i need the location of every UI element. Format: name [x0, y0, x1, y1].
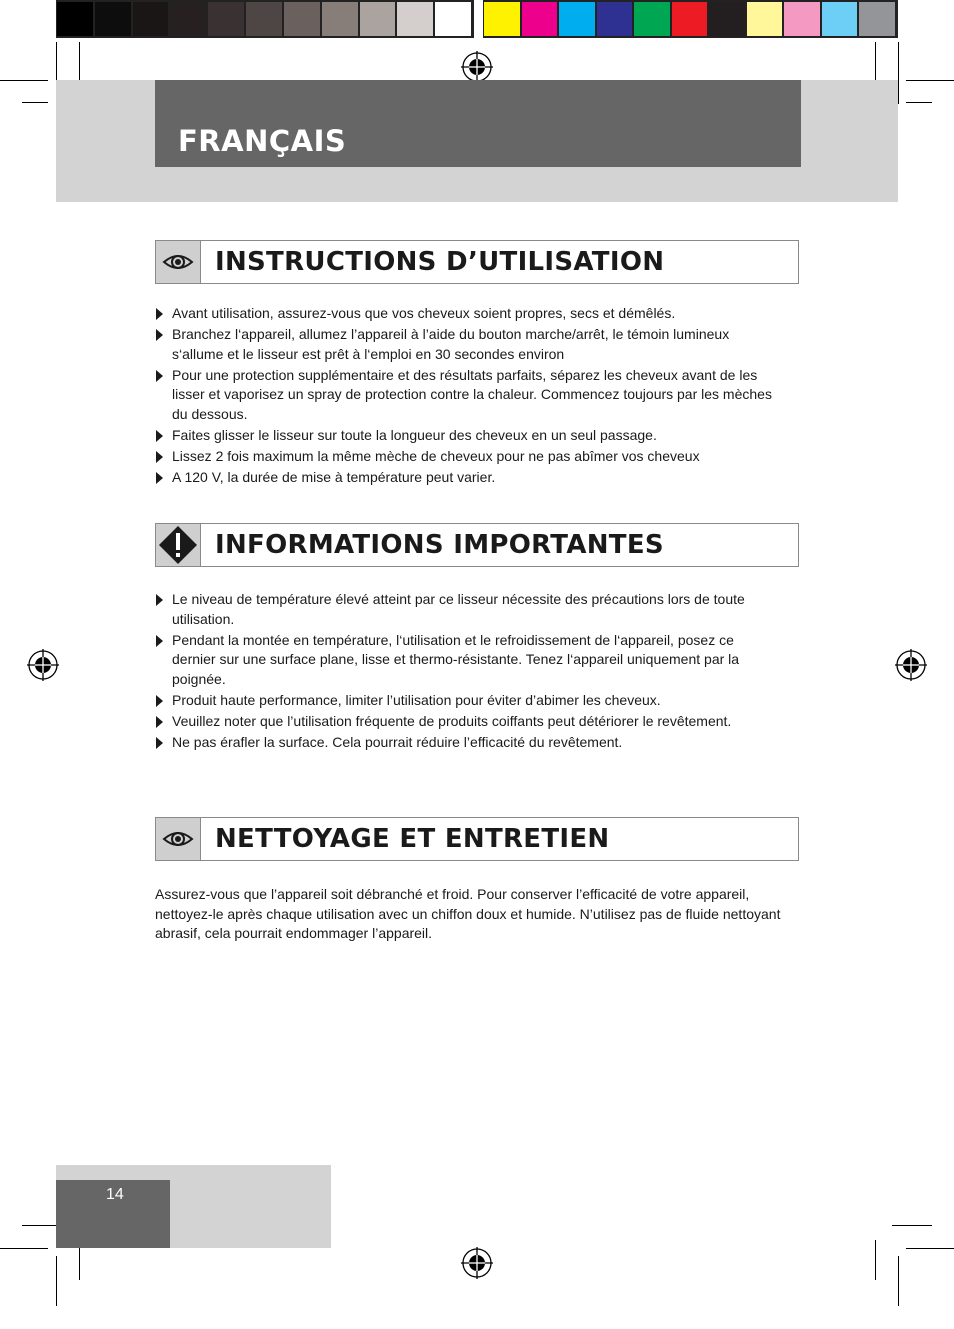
- color-swatch: [859, 2, 895, 36]
- color-swatch: [95, 2, 131, 36]
- list-item: Ne pas érafler la surface. Cela pourrait réduire l’efficacité du revêtement.: [155, 733, 780, 753]
- crop-mark: [56, 1256, 57, 1306]
- crop-mark: [892, 1225, 932, 1226]
- color-swatch: [822, 2, 858, 36]
- cleaning-paragraph: Assurez-vous que l’appareil soit débranché et froid. Pour conserver l’efficacité de votre appareil, nettoyez-le après chaque utilisation avec un chiffon doux et humide. N’utilisez pas de fluide nettoyant abrasif, cela pourrait endommager l’appareil.: [155, 886, 781, 941]
- page-number: 14: [106, 1186, 124, 1203]
- bullet-arrow-icon: [156, 472, 163, 484]
- list-item: Produit haute performance, limiter l’utilisation pour éviter d’abimer les cheveux.: [155, 691, 780, 711]
- color-swatch: [672, 2, 708, 36]
- bullet-arrow-icon: [156, 451, 163, 463]
- crop-mark: [0, 80, 48, 81]
- bullet-arrow-icon: [156, 716, 163, 728]
- cleaning-section-header: [155, 817, 799, 861]
- color-swatch: [435, 2, 471, 36]
- list-item: Le niveau de température élevé atteint par ce lisseur nécessite des précautions lors de toute utilisation.: [155, 590, 780, 629]
- warning-icon: [156, 524, 201, 566]
- usage-section-title: INSTRUCTIONS D’UTILISATION: [215, 247, 665, 277]
- crop-mark: [22, 102, 48, 103]
- list-item: Faites glisser le lisseur sur toute la longueur des cheveux en un seul passage.: [155, 426, 780, 446]
- bullet-arrow-icon: [156, 737, 163, 749]
- crop-mark: [906, 1248, 954, 1249]
- registration-mark-icon: [26, 648, 60, 682]
- color-swatch: [208, 2, 244, 36]
- color-swatch: [747, 2, 783, 36]
- crop-mark: [906, 80, 954, 81]
- crop-mark: [0, 1248, 48, 1249]
- bullet-arrow-icon: [156, 635, 163, 647]
- cleaning-section-title: NETTOYAGE ET ENTRETIEN: [215, 824, 610, 854]
- color-swatch: [170, 2, 206, 36]
- color-swatch: [522, 2, 558, 36]
- eye-icon: [156, 818, 201, 860]
- color-swatch: [559, 2, 595, 36]
- list-item: A 120 V, la durée de mise à température peut varier.: [155, 468, 780, 488]
- color-swatch: [57, 2, 93, 36]
- usage-section-header: [155, 240, 799, 284]
- color-swatch: [784, 2, 820, 36]
- color-swatch: [709, 2, 745, 36]
- bullet-arrow-icon: [156, 430, 163, 442]
- list-item: Lissez 2 fois maximum la même mèche de cheveux pour ne pas abîmer vos cheveux: [155, 447, 780, 467]
- usage-list: [155, 304, 780, 489]
- crop-mark: [906, 102, 932, 103]
- color-swatch: [397, 2, 433, 36]
- eye-icon: [156, 241, 201, 283]
- bullet-arrow-icon: [156, 329, 163, 341]
- color-swatch: [322, 2, 358, 36]
- important-list: [155, 590, 780, 754]
- registration-mark-icon: [894, 648, 928, 682]
- color-swatch: [246, 2, 282, 36]
- bullet-arrow-icon: [156, 308, 163, 320]
- crop-mark: [898, 42, 899, 104]
- list-item: Branchez l‘appareil, allumez l’appareil à l’aide du bouton marche/arrêt, le témoin lumineux s‘allume et le lisseur est prêt à l‘emploi en 30 secondes environ: [155, 325, 780, 364]
- color-swatch: [597, 2, 633, 36]
- bullet-arrow-icon: [156, 695, 163, 707]
- important-section-title: INFORMATIONS IMPORTANTES: [215, 530, 664, 560]
- page-number-box: [56, 1180, 170, 1248]
- crop-mark: [898, 1256, 899, 1306]
- list-item: Pendant la montée en température, l‘utilisation et le refroidissement de l‘appareil, posez ce dernier sur une surface plane, lisse et thermo-résistante. Tenez l‘appareil uniquement par la poignée.: [155, 631, 780, 690]
- language-banner: [155, 80, 801, 167]
- bullet-arrow-icon: [156, 594, 163, 606]
- list-item: Pour une protection supplémentaire et des résultats parfaits, séparez les cheveux avant de les lisser et vaporisez un spray de protection contre la chaleur. Commencez toujours par les mèches du dessous.: [155, 366, 780, 425]
- crop-mark: [875, 1240, 876, 1280]
- list-item: Avant utilisation, assurez-vous que vos cheveux soient propres, secs et démêlés.: [155, 304, 780, 324]
- color-swatch: [634, 2, 670, 36]
- registration-mark-icon: [460, 1246, 494, 1280]
- language-title: FRANÇAIS: [178, 124, 347, 158]
- list-item: Veuillez noter que l’utilisation fréquente de produits coiffants peut détériorer le revêtement.: [155, 712, 780, 732]
- color-swatch: [133, 2, 169, 36]
- color-swatch: [284, 2, 320, 36]
- grayscale-color-bar: [56, 0, 474, 38]
- color-swatch: [360, 2, 396, 36]
- important-section-header: [155, 523, 799, 567]
- process-color-bar: [483, 0, 898, 38]
- bullet-arrow-icon: [156, 370, 163, 382]
- registration-mark-icon: [460, 50, 494, 84]
- color-swatch: [484, 2, 520, 36]
